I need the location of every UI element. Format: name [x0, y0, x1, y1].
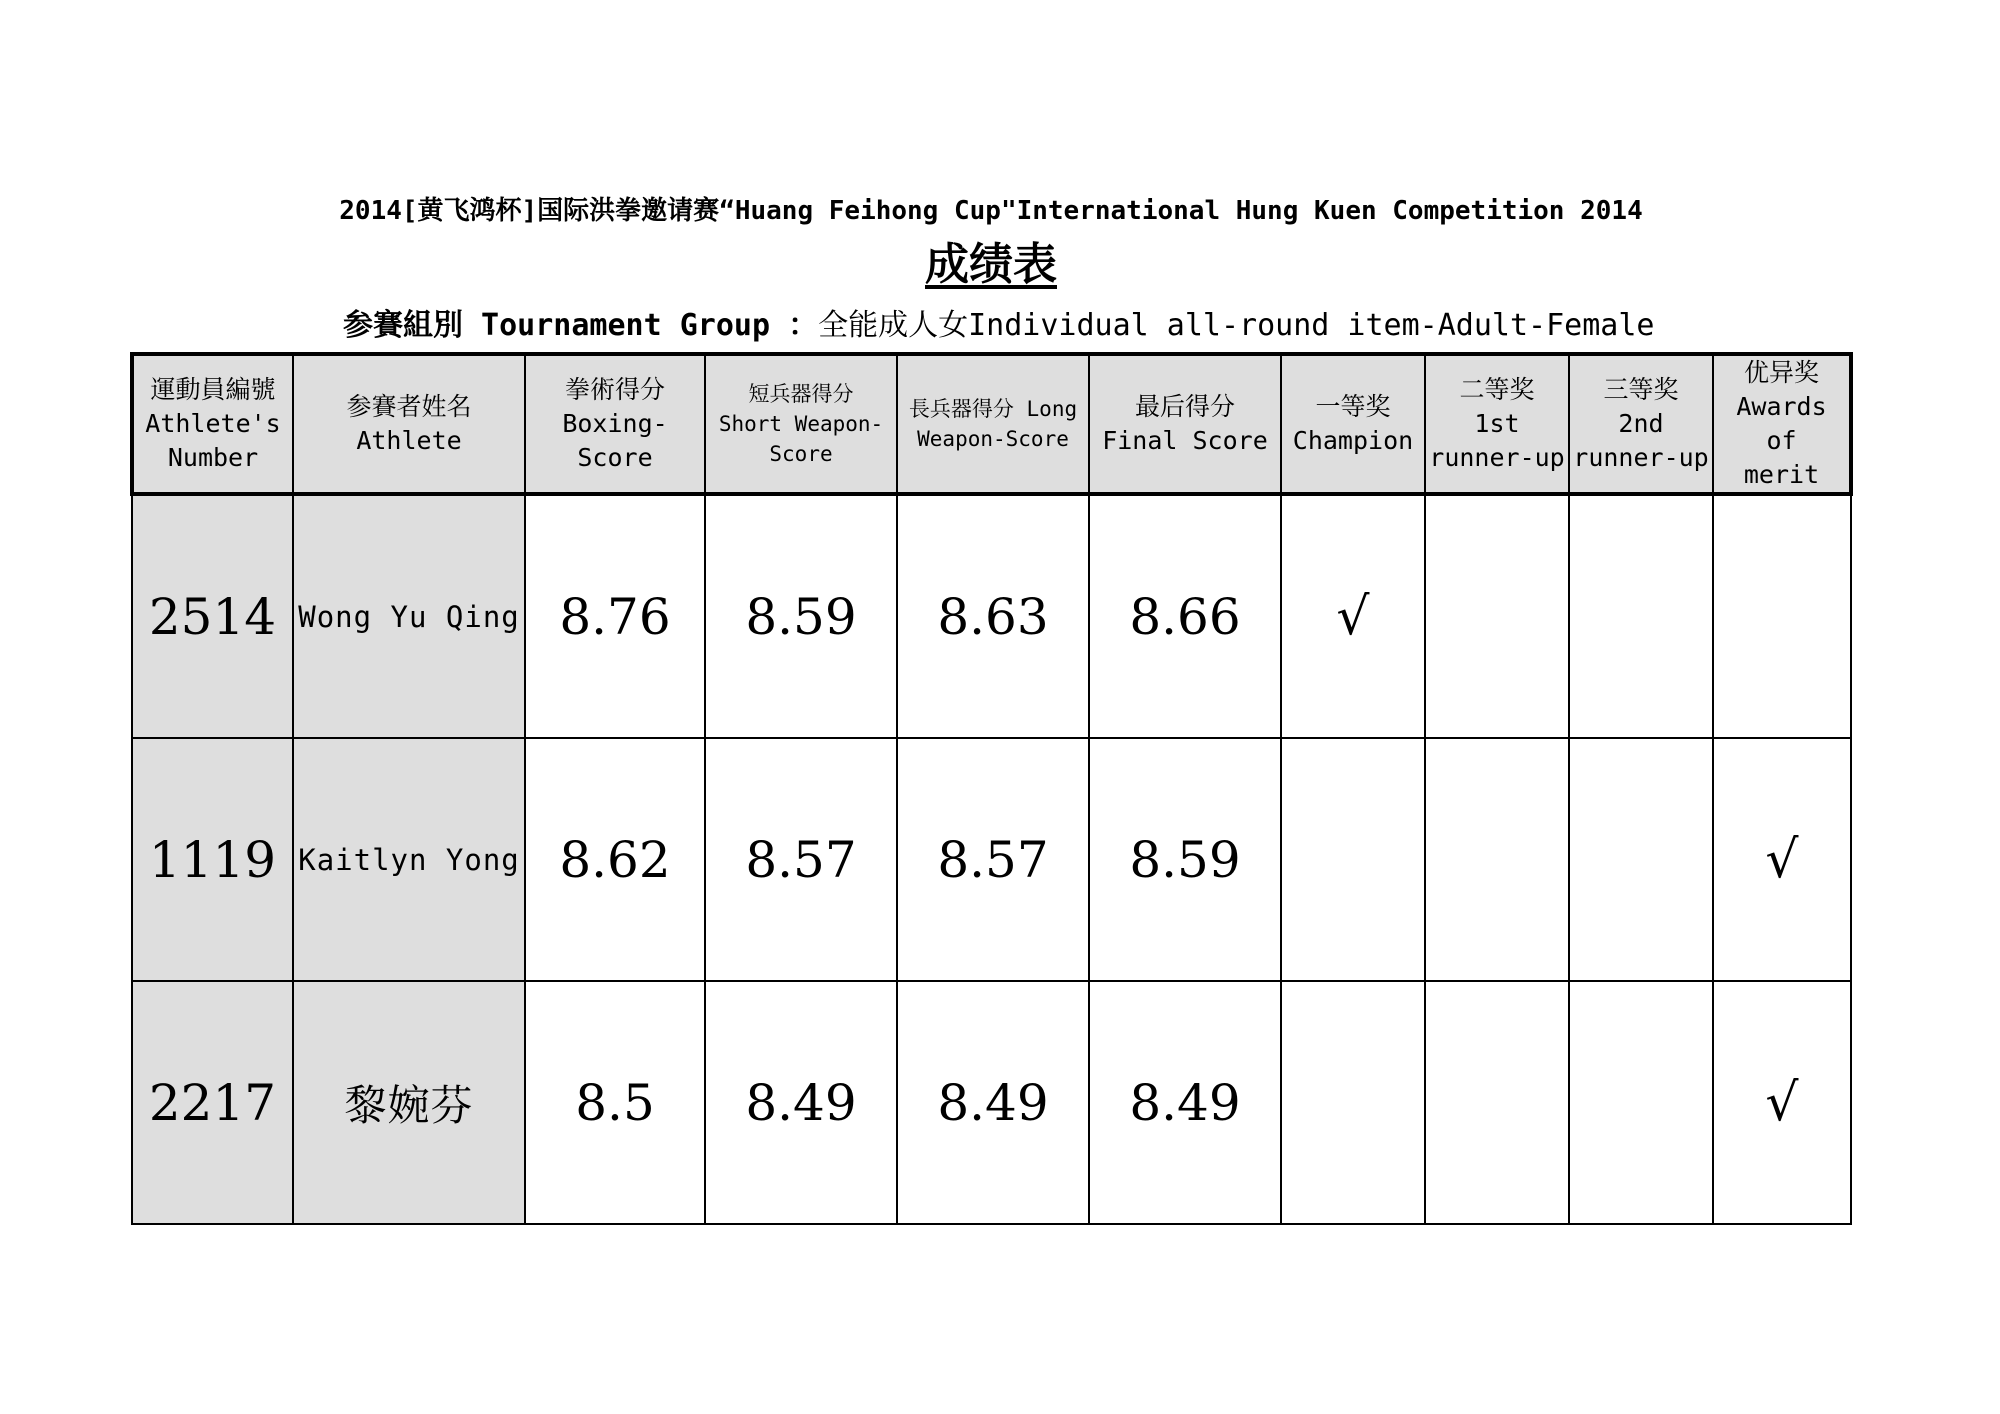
second-runner-up-check	[1569, 738, 1713, 981]
col-header-athlete: 参賽者姓名 Athlete	[293, 354, 525, 494]
col-header-long-weapon: 長兵器得分 Long Weapon-Score	[897, 354, 1089, 494]
col-header-champion: 一等奖 Champion	[1281, 354, 1425, 494]
final-score: 8.49	[1089, 981, 1281, 1224]
results-table	[130, 352, 1853, 1225]
page-title-text: 成绩表	[925, 239, 1057, 290]
champion-check	[1281, 738, 1425, 981]
col-header-short-weapon: 短兵器得分 Short Weapon- Score	[705, 354, 897, 494]
group-value: 全能成人女Individual all-round item-Adult-Female	[818, 308, 1655, 343]
long-weapon-score: 8.49	[897, 981, 1089, 1224]
final-score: 8.59	[1089, 738, 1281, 981]
first-runner-up-check	[1425, 981, 1569, 1224]
competition-title: 2014[黄飞鸿杯]国际洪拳邀请赛“Huang Feihong Cup"International Hung Kuen Competition 2014	[339, 196, 1643, 226]
second-runner-up-check	[1569, 981, 1713, 1224]
merit-check: √	[1713, 738, 1851, 981]
col-header-second-runner-up: 三等奖 2nd runner-up	[1569, 354, 1713, 494]
col-header-merit: 优异奖 Awards of merit	[1713, 354, 1851, 494]
long-weapon-score: 8.63	[897, 494, 1089, 738]
athlete-name: 黎婉芬	[293, 981, 525, 1224]
col-header-number: 運動員編號 Athlete's Number	[132, 354, 293, 494]
col-header-final: 最后得分 Final Score	[1089, 354, 1281, 494]
champion-check: √	[1281, 494, 1425, 738]
final-score: 8.66	[1089, 494, 1281, 738]
short-weapon-score: 8.49	[705, 981, 897, 1224]
merit-check	[1713, 494, 1851, 738]
short-weapon-score: 8.57	[705, 738, 897, 981]
table-row	[132, 494, 1851, 738]
short-weapon-score: 8.59	[705, 494, 897, 738]
athlete-number: 2514	[132, 494, 293, 738]
first-runner-up-check	[1425, 738, 1569, 981]
group-label: 参賽組別 Tournament Group ：	[343, 308, 819, 343]
athlete-number: 1119	[132, 738, 293, 981]
boxing-score: 8.76	[525, 494, 705, 738]
athlete-name: Kaitlyn Yong	[293, 738, 525, 981]
tournament-group	[343, 300, 1654, 344]
athlete-name: Wong Yu Qing	[293, 494, 525, 738]
long-weapon-score: 8.57	[897, 738, 1089, 981]
page-title	[0, 228, 1982, 292]
first-runner-up-check	[1425, 494, 1569, 738]
boxing-score: 8.5	[525, 981, 705, 1224]
boxing-score: 8.62	[525, 738, 705, 981]
col-header-boxing: 拳術得分 Boxing- Score	[525, 354, 705, 494]
col-header-first-runner-up: 二等奖 1st runner-up	[1425, 354, 1569, 494]
table-header-row	[132, 354, 1851, 494]
merit-check: √	[1713, 981, 1851, 1224]
champion-check	[1281, 981, 1425, 1224]
second-runner-up-check	[1569, 494, 1713, 738]
table-row	[132, 738, 1851, 981]
athlete-number: 2217	[132, 981, 293, 1224]
table-row	[132, 981, 1851, 1224]
